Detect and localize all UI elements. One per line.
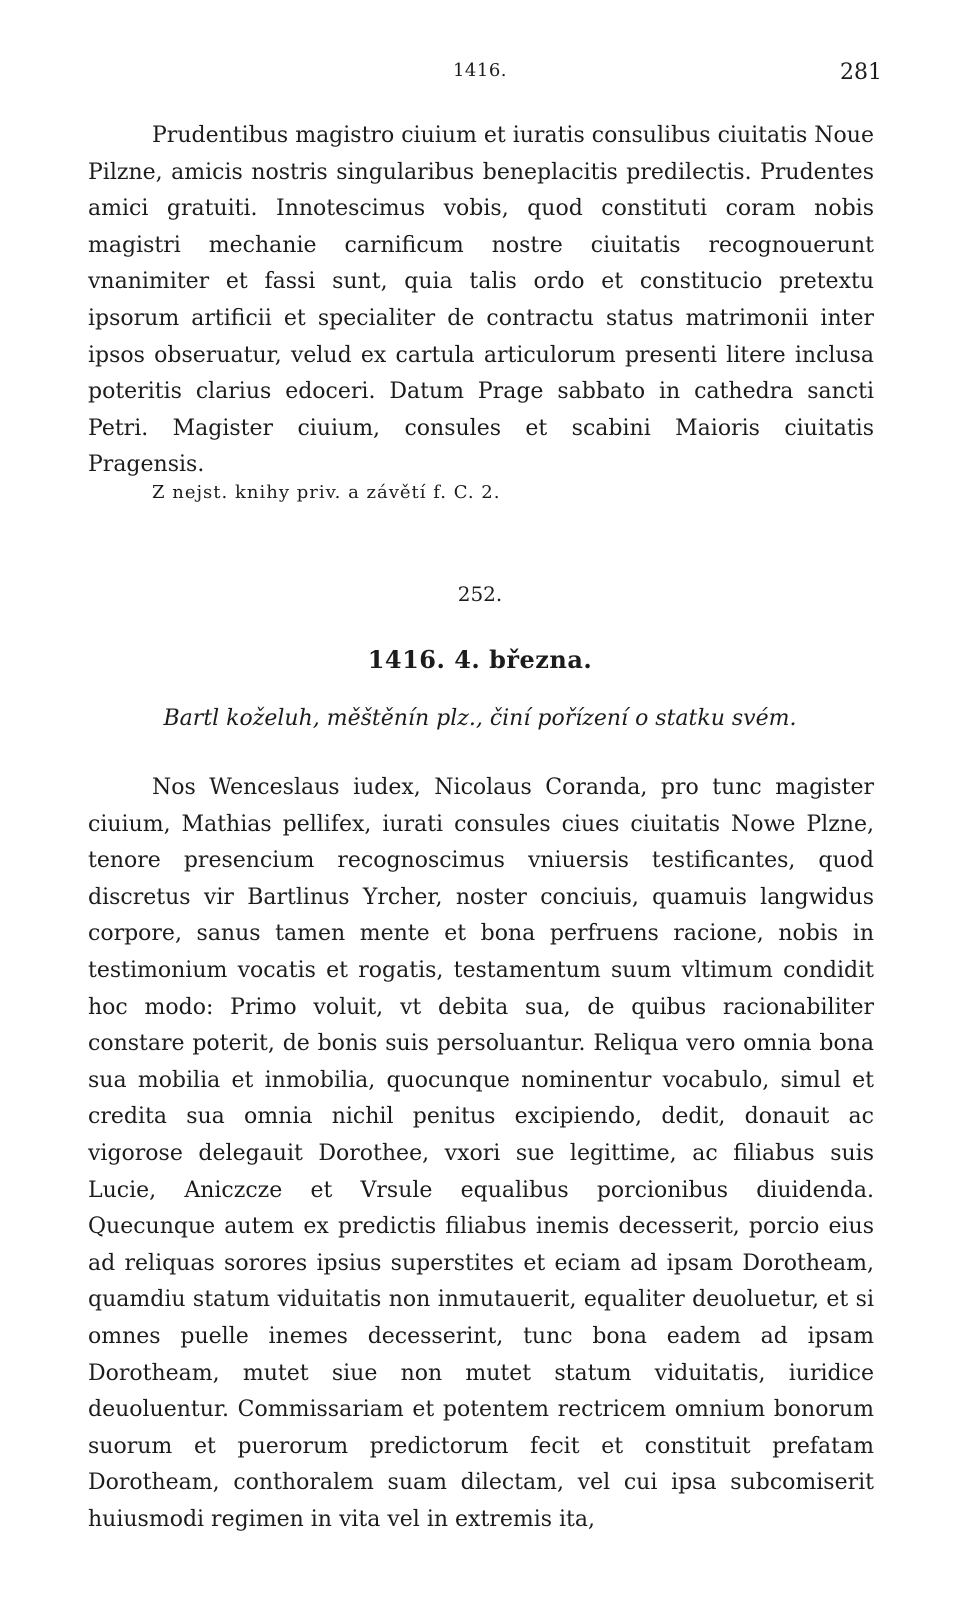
source-note: Z nejst. knihy priv. a závětí f. C. 2. — [152, 482, 501, 503]
document-paragraph: Nos Wenceslaus iudex, Nicolaus Coranda, pro tunc magister ciuium, Mathias pellifex, iurati consules ciues ciuitatis Nowe Plzne, tenore presencium recognoscimus vniuersis testificantes, quod discretus vir Bartlinus Yrcher, noster conciuis, quamuis langwidus corpore, sanus tamen mente et bona perfruens racione, nobis in testimonium vocatis et rogatis, testamentum suum vltimum condidit hoc modo: Primo voluit, vt debita sua, de quibus racionabiliter constare poterit, de bonis suis persoluantur. Reliqua vero omnia bona sua mobilia et inmobilia, quocunque nominentur vocabulo, simul et credita sua omnia nichil penitus excipiendo, dedit, donauit ac vigorose delegauit Dorothee, vxori sue legittime, ac filiabus suis Lucie, Aniczcze et Vrsule equalibus porcionibus diuidenda. Quecunque autem ex predictis filiabus inemis decesserit, porcio eius ad reliquas sorores ipsius superstites et eciam ad ipsam Dorotheam, quamdiu statum viduitatis non inmutauerit, equaliter deuoluetur, et si omnes puelle inemes decesserint, tunc bona eadem ad ipsam Dorotheam, mutet siue non mutet statum viduitatis, iuridice deuoluentur. Commissariam et potentem rectricem omnium bonorum suorum et puerorum predictorum fecit et constituit prefatam Dorotheam, conthoralem suam dilectam, vel cui ipsa subcomiserit huiusmodi regimen in vita vel in extremis ita, — [88, 775, 874, 1532]
letter-body-1 — [88, 118, 874, 484]
document-summary: Bartl koželuh, měštěnín plz., činí pořízení o statku svém. — [163, 706, 797, 731]
document-number: 252. — [457, 582, 503, 606]
page-number: 281 — [840, 60, 882, 85]
document-date: 1416. 4. března. — [367, 645, 593, 674]
letter-paragraph: Prudentibus magistro ciuium et iuratis consulibus ciuitatis Noue Pilzne, amicis nostris singularibus beneplacitis predilectis. Prudentes amici gratuiti. Innotescimus vobis, quod constituti coram nobis magistri mechanie carnificum nostre ciuitatis recognouerunt vnanimiter et fassi sunt, quia talis ordo et constitucio pretextu ipsorum artificii et specialiter de contractu status matrimonii inter ipsos obseruatur, velud ex cartula articulorum presenti litere inclusa poteritis clarius edoceri. Datum Prage sabbato in cathedra sancti Petri. Magister ciuium, consules et scabini Maioris ciuitatis Pragensis. — [88, 123, 874, 478]
document-body — [88, 770, 874, 1538]
running-title: 1416. — [452, 60, 508, 81]
